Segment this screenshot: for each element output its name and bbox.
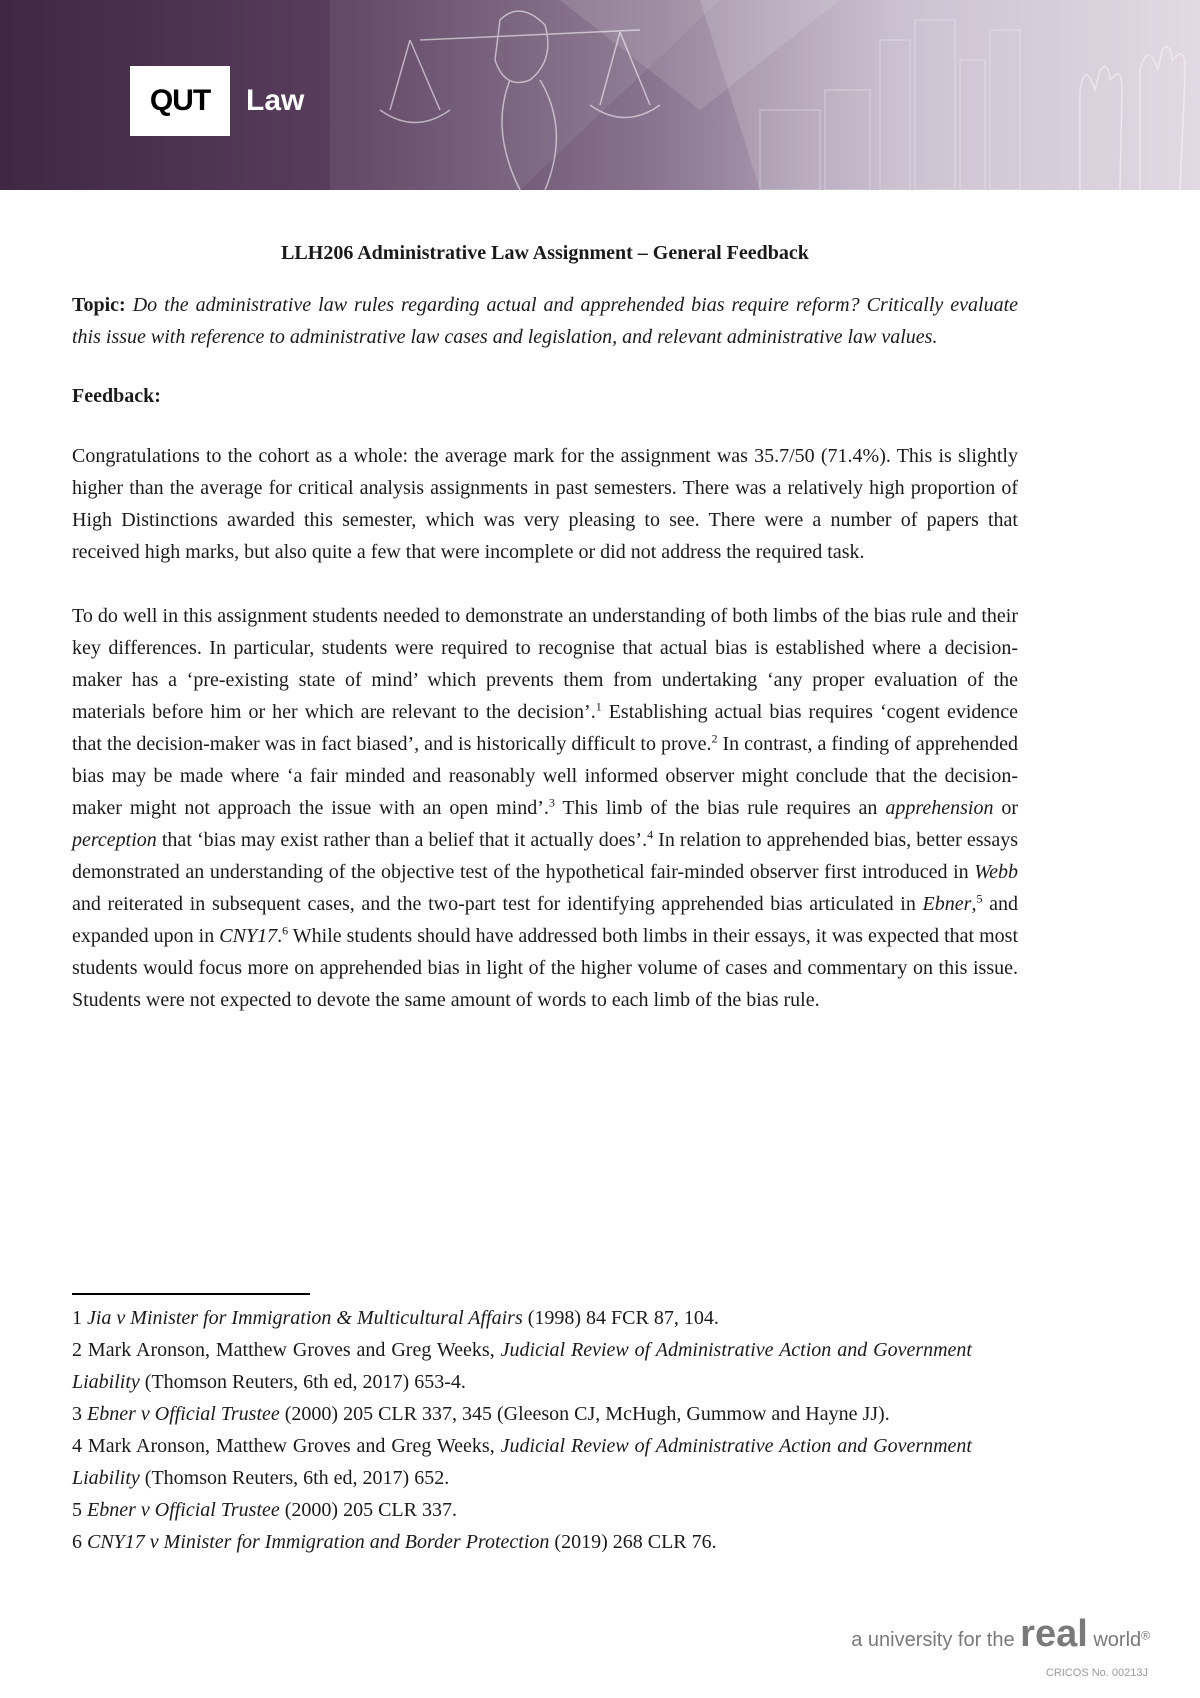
footnote-ref-6[interactable]: 6 bbox=[282, 923, 289, 938]
footnote-text: (1998) 84 FCR 87, 104. bbox=[522, 1307, 719, 1329]
topic-text: Do the administrative law rules regarding actual and apprehended bias require reform? Critically evaluate this issue with reference to administrative law cases and legislation, and relevant administrative law values. bbox=[72, 294, 1018, 348]
tagline-world: world bbox=[1087, 1629, 1142, 1651]
text-run: While students should have addressed both limbs in their essays, it was expected that most students would focus more on apprehended bias in light of the higher volume of cases and commentary on this issue. Students were not expected to devote the same amount of words to each limb of the bias rule. bbox=[72, 925, 1018, 1011]
footnote-citation: Ebner v Official Trustee bbox=[87, 1499, 280, 1521]
cricos-number: CRICOS No. 00213J bbox=[1045, 1667, 1148, 1679]
text-run: and expanded upon in bbox=[72, 893, 1018, 947]
footnote-1 bbox=[72, 1302, 972, 1334]
text-run: that ‘bias may exist rather than a belief that it actually does’. bbox=[156, 829, 648, 851]
text-run: and reiterated in subsequent cases, and the two-part test for identifying apprehended bias articulated in bbox=[72, 893, 923, 915]
footnote-ref-1[interactable]: 1 bbox=[595, 699, 602, 714]
header-banner bbox=[0, 0, 1200, 190]
logo-text: Law bbox=[246, 84, 305, 117]
footnote-ref-4[interactable]: 4 bbox=[647, 827, 654, 842]
footnote-citation: Judicial Review of Administrative Action and Government Liability bbox=[72, 1435, 972, 1489]
footnote-separator bbox=[72, 1293, 310, 1295]
footnote-3 bbox=[72, 1398, 972, 1430]
text-run: In relation to apprehended bias, better essays demonstrated an understanding of the objective test of the hypothetical fair-minded observer first introduced in bbox=[72, 829, 1018, 883]
tagline-real: real bbox=[1020, 1613, 1088, 1655]
footnote-number: 3 bbox=[72, 1403, 82, 1425]
footnote-number: 1 bbox=[72, 1307, 82, 1329]
footnote-5 bbox=[72, 1494, 972, 1526]
footnote-citation: Jia v Minister for Immigration & Multicultural Affairs bbox=[87, 1307, 523, 1329]
footnote-4 bbox=[72, 1430, 972, 1494]
case-name-ebner: Ebner bbox=[922, 893, 972, 915]
case-name-cny17: CNY17 bbox=[219, 925, 278, 947]
footer-tagline bbox=[851, 1613, 1150, 1656]
footnotes bbox=[72, 1302, 972, 1558]
text-run: In contrast, a finding of apprehended bias may be made where ‘a fair minded and reasonably well informed observer might conclude that the decision-maker might not approach the issue with an open mind’. bbox=[72, 733, 1018, 819]
paragraph-2 bbox=[72, 600, 1018, 1016]
document-body bbox=[72, 242, 1018, 1016]
topic-paragraph bbox=[72, 289, 1018, 353]
text-run: This limb of the bias rule requires an bbox=[554, 797, 886, 819]
text-run: Establishing actual bias requires ‘cogent evidence that the decision-maker was in fact biased’, and is historically difficult to prove. bbox=[72, 701, 1019, 755]
footnote-ref-3[interactable]: 3 bbox=[548, 795, 555, 810]
footnote-number: 5 bbox=[72, 1499, 82, 1521]
footnote-2 bbox=[72, 1334, 972, 1398]
footnote-number: 4 bbox=[72, 1435, 82, 1457]
footnote-text: Mark Aronson, Matthew Groves and Greg Weeks, bbox=[82, 1339, 501, 1361]
feedback-heading: Feedback: bbox=[72, 385, 161, 407]
footnote-citation: Judicial Review of Administrative Action and Government Liability bbox=[72, 1339, 972, 1393]
text-run: , bbox=[971, 893, 977, 915]
footnote-text: Mark Aronson, Matthew Groves and Greg Weeks, bbox=[82, 1435, 501, 1457]
footnote-citation: CNY17 v Minister for Immigration and Border Protection bbox=[87, 1531, 550, 1553]
case-name-webb: Webb bbox=[974, 861, 1018, 883]
logo-box: QUT bbox=[130, 66, 230, 136]
footnote-text: (2000) 205 CLR 337. bbox=[279, 1499, 457, 1521]
text-run: or bbox=[993, 797, 1018, 819]
text-run: To do well in this assignment students needed to demonstrate an understanding of both limbs of the bias rule and their key differences. In particular, students were required to recognise that actual bias is established where a decision-maker has a ‘pre-existing state of mind’ which prevents them from undertaking ‘any proper evaluation of the materials before him or her which are relevant to the decision’. bbox=[72, 605, 1018, 723]
footnote-ref-5[interactable]: 5 bbox=[976, 891, 983, 906]
registered-mark: ® bbox=[1141, 1628, 1150, 1643]
text-run: . bbox=[277, 925, 283, 947]
footnote-number: 6 bbox=[72, 1531, 82, 1553]
footnote-number: 2 bbox=[72, 1339, 82, 1361]
footnote-citation: Ebner v Official Trustee bbox=[87, 1403, 280, 1425]
emphasis-apprehension: apprehension bbox=[885, 797, 994, 819]
emphasis-perception: perception bbox=[72, 829, 157, 851]
footnote-ref-2[interactable]: 2 bbox=[711, 731, 718, 746]
qut-law-logo bbox=[130, 66, 304, 136]
footnote-text: (Thomson Reuters, 6th ed, 2017) 652. bbox=[139, 1467, 450, 1489]
footnote-6 bbox=[72, 1526, 972, 1558]
footnote-text: (2019) 268 CLR 76. bbox=[549, 1531, 717, 1553]
footnote-text: (2000) 205 CLR 337, 345 (Gleeson CJ, McHugh, Gummow and Hayne JJ). bbox=[279, 1403, 890, 1425]
document-title: LLH206 Administrative Law Assignment – General Feedback bbox=[281, 242, 809, 264]
footnote-text: (Thomson Reuters, 6th ed, 2017) 653-4. bbox=[139, 1371, 466, 1393]
tagline-prefix: a university for the bbox=[851, 1629, 1021, 1651]
paragraph-1: Congratulations to the cohort as a whole: the average mark for the assignment was 35.7/50 (71.4%). This is slightly higher than the average for critical analysis assignments in past semesters. There was a relatively high proportion of High Distinctions awarded this semester, which was very pleasing to see. There were a number of papers that received high marks, but also quite a few that were incomplete or did not address the required task. bbox=[72, 445, 1018, 563]
topic-label: Topic: bbox=[72, 294, 126, 316]
